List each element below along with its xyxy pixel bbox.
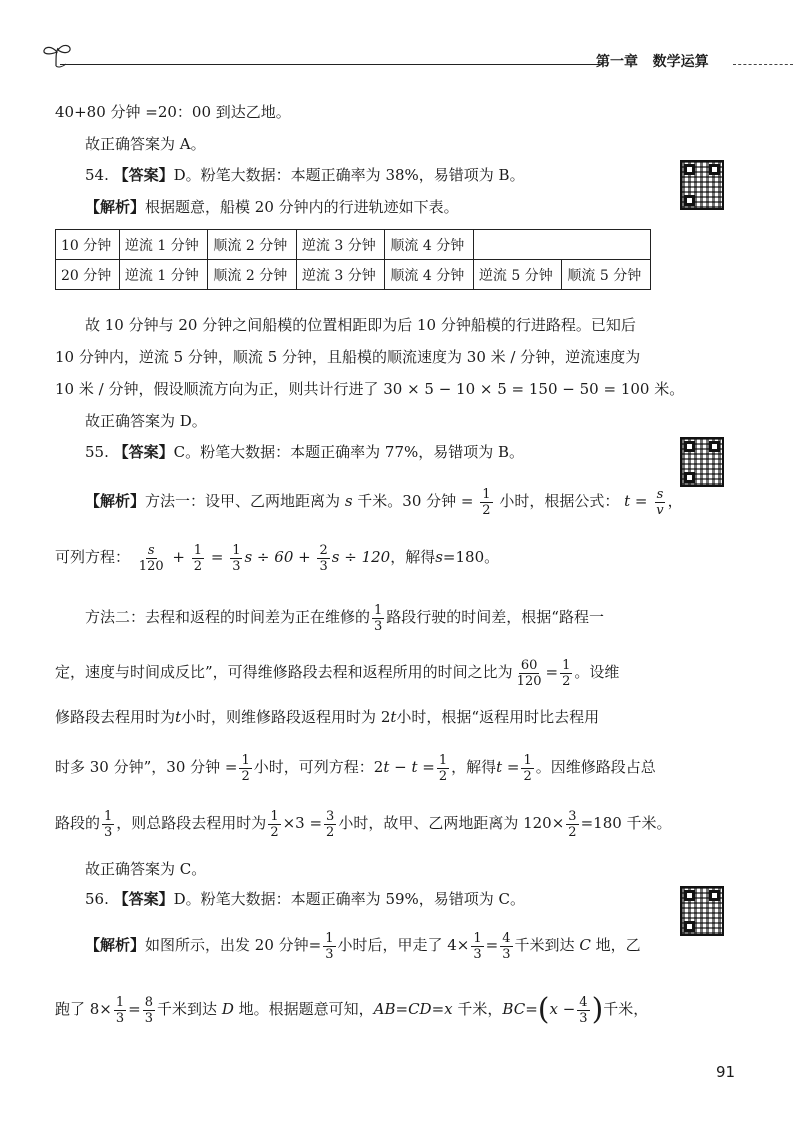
- qr-code-icon[interactable]: [680, 437, 724, 487]
- text-span: 可列方程：: [55, 548, 131, 566]
- text-span: 跑了 8×: [55, 1000, 112, 1018]
- denominator: 3: [104, 824, 113, 840]
- denominator: 2: [241, 768, 250, 784]
- answer-text: D。粉笔大数据：本题正确率为 59%，易错项为 C。: [173, 890, 526, 908]
- fraction: [137, 543, 166, 574]
- text-span: 路段行驶的时间差，根据“路程一: [386, 608, 604, 626]
- chapter-title: [596, 51, 709, 71]
- math-op: +: [172, 548, 185, 566]
- numerator: 4: [502, 930, 511, 946]
- text-span: 时多 30 分钟”，30 分钟 =: [55, 758, 238, 776]
- fraction: [114, 995, 126, 1026]
- math-expr: BC=: [502, 1000, 538, 1018]
- numerator: 1: [104, 808, 113, 824]
- table-cell: 顺流 2 分钟: [208, 230, 297, 260]
- answer-text: D。粉笔大数据：本题正确率为 38%，易错项为 B。: [173, 166, 525, 184]
- text-span: 地。根据题意可知，: [238, 1000, 374, 1018]
- text-line: 10 米 / 分钟，假设顺流方向为正，则共计行进了 30 × 5 − 10 × 5 = 150 − 50 = 100 米。: [55, 380, 685, 398]
- section-title: 数学运算: [652, 54, 709, 70]
- left-paren: (: [537, 992, 550, 1027]
- denominator: 2: [326, 824, 335, 840]
- math-expr: x −: [549, 1000, 576, 1018]
- method2-line5: [55, 806, 672, 840]
- math-var: t: [390, 708, 397, 726]
- denominator: 2: [193, 558, 203, 574]
- numerator: 1: [523, 752, 532, 768]
- numerator: 1: [438, 752, 448, 768]
- fraction: [323, 931, 335, 962]
- math-op: =: [128, 1000, 141, 1018]
- q54-answer: [85, 164, 525, 186]
- table-cell: 顺流 4 分钟: [385, 230, 474, 260]
- route-table: [55, 229, 651, 290]
- numerator: 8: [144, 994, 154, 1010]
- denominator: 2: [270, 824, 279, 840]
- page-number: 91: [716, 1063, 736, 1081]
- math-op: =: [545, 663, 559, 681]
- fraction: [192, 543, 204, 574]
- denominator: 3: [232, 558, 241, 574]
- numerator: 1: [374, 602, 383, 618]
- denominator: 2: [482, 502, 491, 518]
- header-rule: [60, 64, 600, 65]
- math-expr: ×3 =: [282, 814, 323, 832]
- numerator: 1: [482, 486, 491, 502]
- denominator: 3: [502, 946, 511, 962]
- math-expr: s ÷ 60 +: [244, 548, 311, 566]
- text-span: 小时，可列方程：2: [253, 758, 384, 776]
- math-expr: s ÷ 120: [331, 548, 391, 566]
- text-span: 。因维修路段占总: [535, 758, 656, 776]
- math-op: =: [485, 936, 499, 954]
- table-cell: 逆流 3 分钟: [296, 260, 385, 290]
- table-cell: 10 分钟: [56, 230, 120, 260]
- table-cell: 顺流 4 分钟: [385, 260, 474, 290]
- text-line: 40+80 分钟 =20：00 到达乙地。: [55, 103, 291, 121]
- sprout-logo-icon: [40, 42, 74, 72]
- method2-line2: [55, 655, 619, 689]
- denominator: 2: [568, 824, 577, 840]
- numerator: 1: [241, 752, 250, 768]
- table-row: [56, 260, 651, 290]
- text-line: 10 分钟内，逆流 5 分钟，顺流 5 分钟，且船模的顺流速度为 30 米 / 分钟，逆流速度为: [55, 348, 641, 366]
- explain-tag: 【解析】: [85, 936, 146, 954]
- math-expr: AB=CD=x: [373, 1000, 453, 1018]
- right-paren: ): [591, 992, 604, 1027]
- fraction: [560, 658, 572, 689]
- table-cell: 逆流 1 分钟: [119, 230, 208, 260]
- text-span: =180。: [442, 548, 500, 566]
- numerator: s: [147, 542, 155, 558]
- fraction: [143, 995, 155, 1026]
- table-cell: [473, 230, 650, 260]
- question-number: 56.: [85, 890, 109, 908]
- denominator: 2: [523, 768, 532, 784]
- fraction: [577, 995, 589, 1026]
- fraction: [480, 487, 492, 518]
- numerator: 1: [115, 994, 125, 1010]
- math-op: =: [210, 548, 224, 566]
- explain-text: 根据题意，船模 20 分钟内的行进轨迹如下表。: [145, 198, 459, 216]
- fraction: [654, 487, 665, 518]
- explain-tag: 【解析】: [85, 198, 146, 216]
- denominator: 2: [562, 673, 571, 689]
- text-span: 小时，则维修路段返程用时为 2: [181, 708, 391, 726]
- explain-tag: 【解析】: [85, 492, 146, 510]
- denominator: 2: [438, 768, 448, 784]
- text-span: 。设维: [574, 663, 620, 681]
- question-number: 54.: [85, 166, 109, 184]
- text-span: 小时，根据公式：: [499, 492, 620, 510]
- math-var: s: [344, 492, 353, 510]
- header-dots: [733, 64, 793, 65]
- fraction: [317, 543, 329, 574]
- text-span: 地，乙: [595, 936, 641, 954]
- math-var: s: [435, 548, 443, 566]
- denominator: 3: [319, 558, 328, 574]
- table-cell: 逆流 5 分钟: [473, 260, 562, 290]
- numerator: 60: [520, 657, 538, 673]
- table-cell: 逆流 3 分钟: [296, 230, 385, 260]
- answer-tag: 【答案】: [113, 890, 174, 908]
- text-line: 故正确答案为 C。: [85, 860, 207, 878]
- q56-answer: [85, 888, 525, 910]
- table-cell: 逆流 1 分钟: [119, 260, 208, 290]
- denominator: 120: [138, 558, 164, 574]
- text-span: 如图所示，出发 20 分钟=: [145, 936, 322, 954]
- denominator: 3: [144, 1010, 154, 1026]
- q56-explain-2: [55, 992, 648, 1026]
- numerator: 1: [232, 542, 241, 558]
- numerator: 1: [562, 657, 571, 673]
- numerator: 4: [579, 994, 588, 1010]
- question-number: 55.: [85, 443, 109, 461]
- denominator: 3: [374, 618, 383, 634]
- fraction: [515, 658, 544, 689]
- text-span: 方法二：去程和返程的时间差为正在维修的: [85, 608, 371, 626]
- numerator: 1: [193, 542, 203, 558]
- denominator: v: [656, 502, 664, 518]
- denominator: 3: [473, 946, 482, 962]
- numerator: 1: [473, 930, 482, 946]
- denominator: 3: [115, 1010, 125, 1026]
- method2-line3: [55, 706, 599, 728]
- q55-answer: [85, 441, 524, 463]
- fraction: [230, 543, 242, 574]
- numerator: 1: [270, 808, 279, 824]
- answer-text: C。粉笔大数据：本题正确率为 77%，易错项为 B。: [173, 443, 525, 461]
- table-cell: 20 分钟: [56, 260, 120, 290]
- text-line: 故正确答案为 D。: [85, 412, 207, 430]
- text-span: 千米到达: [514, 936, 575, 954]
- q55-method1: 【解析】方法一：设甲、乙两地距离为 s 千米。30 分钟 = $\frac{1}{2}$ 小时，根据公式： t = $\frac{s}{v}$ ，: [85, 486, 683, 518]
- numerator: 3: [568, 808, 577, 824]
- table-cell: 顺流 2 分钟: [208, 260, 297, 290]
- text-span: ，解得: [451, 758, 497, 776]
- denominator: 3: [579, 1010, 588, 1026]
- numerator: s: [656, 486, 664, 502]
- text-span: 千米到达: [157, 1000, 218, 1018]
- math-var: C: [579, 936, 591, 954]
- text-span: 定，速度与时间成反比”，可得维修路段去程和返程所用的时间之比为: [55, 663, 513, 681]
- text-line: 故正确答案为 A。: [85, 135, 206, 153]
- text-span: 小时后，甲走了 4×: [337, 936, 470, 954]
- text-span: ，则总路段去程用时为: [116, 814, 267, 832]
- method2-line1: [85, 600, 604, 634]
- math-expr: t − t =: [383, 758, 435, 776]
- text-span: 路段的: [55, 814, 101, 832]
- text-span: 小时，根据“返程用时比去程用: [396, 708, 600, 726]
- fraction: [500, 931, 512, 962]
- math-var: t: [175, 708, 182, 726]
- fraction: [471, 931, 483, 962]
- math-expr: t =: [496, 758, 520, 776]
- method2-line4: [55, 750, 656, 784]
- chapter-number: 第一章: [596, 54, 638, 70]
- qr-code-icon[interactable]: [680, 160, 724, 210]
- fraction: [268, 809, 280, 840]
- fraction: [566, 809, 578, 840]
- fraction: [239, 753, 251, 784]
- text-span: 修路段去程用时为: [55, 708, 176, 726]
- fraction: [372, 603, 384, 634]
- denominator: 120: [516, 673, 542, 689]
- q56-explain-1: [85, 928, 641, 962]
- text-line: 故 10 分钟与 20 分钟之间船模的位置相距即为后 10 分钟船模的行进路程。已知后: [85, 316, 636, 334]
- numerator: 2: [319, 542, 328, 558]
- answer-tag: 【答案】: [113, 443, 174, 461]
- numerator: 3: [326, 808, 335, 824]
- text-span: 方法一：设甲、乙两地距离为: [145, 492, 341, 510]
- fraction: [102, 809, 114, 840]
- text-span: 小时，故甲、乙两地距离为 120×: [338, 814, 565, 832]
- text-span: 千米，: [457, 1000, 503, 1018]
- q54-explain: [85, 196, 459, 218]
- answer-tag: 【答案】: [113, 166, 174, 184]
- math-var: D: [221, 1000, 234, 1018]
- table-row: [56, 230, 651, 260]
- text-span: 千米。30 分钟 =: [357, 492, 474, 510]
- text-span: =180 千米。: [580, 814, 672, 832]
- qr-code-icon[interactable]: [680, 886, 724, 936]
- numerator: 1: [325, 930, 334, 946]
- text-span: 千米，: [603, 1000, 649, 1018]
- denominator: 3: [325, 946, 334, 962]
- math-expr: t =: [624, 492, 648, 510]
- fraction: [521, 753, 533, 784]
- fraction: [437, 753, 449, 784]
- table-cell: 顺流 5 分钟: [562, 260, 651, 290]
- text-span: ，解得: [390, 548, 436, 566]
- q55-equation: [55, 540, 499, 574]
- fraction: [324, 809, 336, 840]
